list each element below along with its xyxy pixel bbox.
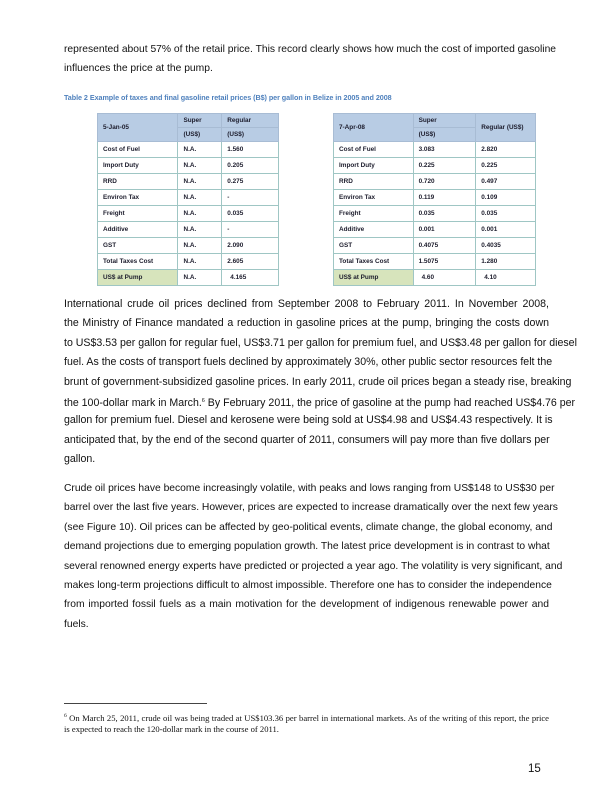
cell-regular: 1.560	[222, 142, 279, 158]
table-row	[98, 142, 279, 158]
text-segment: By February 2011, the price of gasoline at the pump had reached US$4.76 per	[204, 396, 576, 409]
cell-super: N.A.	[178, 206, 222, 222]
table-row	[334, 190, 536, 206]
cell-regular: 0.4035	[476, 238, 536, 254]
text-line: makes long-term projections difficult to almost impossible. Therefore one has to consider the independence	[64, 579, 552, 591]
cell-regular: 0.001	[476, 222, 536, 238]
cell-regular: 0.275	[222, 174, 279, 190]
header-super: Super	[413, 114, 476, 128]
cell-super: 3.083	[413, 142, 476, 158]
text-line: influences the price at the pump.	[64, 63, 213, 75]
cell-super: 0.225	[413, 158, 476, 174]
table-2008	[333, 113, 536, 286]
intro-paragraph	[64, 40, 557, 79]
header-super: Super	[178, 114, 222, 128]
row-label: RRD	[334, 174, 414, 190]
text-line: brunt of government-subsidized gasoline prices. In early 2011, crude oil prices began a steady rise, breaking	[64, 375, 572, 388]
table-row	[334, 238, 536, 254]
footnote-number: 6	[64, 713, 67, 719]
footnote-divider	[64, 703, 207, 704]
text-line: demand projections due to emerging population growth. The latest price development is in contrast to what	[64, 541, 550, 553]
paragraph-oil-decline	[64, 295, 577, 470]
footnote-text: On March 25, 2011, crude oil was being traded at US$103.36 per barrel in international markets. As of the writing of this report, the price is expected to reach the 120-dollar mark in the course of 2011.	[64, 713, 549, 734]
table-row	[98, 158, 279, 174]
cell-super: N.A.	[178, 142, 222, 158]
table-2005	[97, 113, 279, 286]
table-row	[334, 206, 536, 222]
cell-super: 0.119	[413, 190, 476, 206]
cell-super: N.A.	[178, 222, 222, 238]
table-row	[98, 174, 279, 190]
cell-super: 0.4075	[413, 238, 476, 254]
paragraph-volatility	[64, 479, 563, 634]
text-line-with-footnote	[64, 392, 576, 411]
cell-super: 0.035	[413, 206, 476, 222]
cell-super: 1.5075	[413, 254, 476, 270]
row-label: GST	[98, 238, 178, 254]
row-label: US$ at Pump	[334, 270, 414, 286]
table-row	[98, 206, 279, 222]
header-regular-unit: (US$)	[222, 128, 279, 142]
table-row	[334, 158, 536, 174]
row-label: US$ at Pump	[98, 270, 178, 286]
row-label: Additive	[98, 222, 178, 238]
text-line: Crude oil prices have become increasingly volatile, with peaks and lows ranging from US$148 to US$30 per	[64, 483, 555, 494]
text-line: several renowned energy experts have predicted or projected a year ago. The volatility is very significant, and	[64, 560, 563, 572]
cell-super: N.A.	[178, 174, 222, 190]
cell-super: 4.60	[413, 270, 476, 286]
row-label: Cost of Fuel	[334, 142, 414, 158]
text-line: gallon for premium fuel. Diesel and kerosene were being sold at US$4.98 and US$4.43 respectively. It is	[64, 414, 553, 427]
row-label: Freight	[98, 206, 178, 222]
text-line: the Ministry of Finance mandated a reduction in gasoline prices at the pump, bringing the costs down	[64, 317, 549, 330]
header-regular: Regular	[222, 114, 279, 128]
text-line: gallon.	[64, 453, 96, 466]
header-super-unit: (US$)	[413, 128, 476, 142]
text-line: fuels.	[64, 618, 89, 630]
row-label: Cost of Fuel	[98, 142, 178, 158]
table-row	[98, 238, 279, 254]
cell-regular: -	[222, 222, 279, 238]
header-date: 5-Jan-05	[98, 114, 178, 142]
table-row	[98, 190, 279, 206]
cell-regular: 2.605	[222, 254, 279, 270]
cell-super: 0.001	[413, 222, 476, 238]
cell-super: N.A.	[178, 254, 222, 270]
row-label: Additive	[334, 222, 414, 238]
text-line: fuel. As the costs of transport fuels declined by approximately 30%, other public sector resources felt the	[64, 356, 553, 369]
cell-super: N.A.	[178, 158, 222, 174]
text-line: to US$3.53 per gallon for regular fuel, US$3.71 per gallon for premium fuel, and US$3.48 per gallon for diesel	[64, 336, 577, 349]
row-label: Import Duty	[98, 158, 178, 174]
cell-regular: 0.497	[476, 174, 536, 190]
table-caption: Table 2 Example of taxes and final gasoline retail prices (B$) per gallon in Belize in 2005 and 2008	[64, 93, 392, 102]
cell-regular: 0.035	[222, 206, 279, 222]
cell-regular: -	[222, 190, 279, 206]
table-row-pump	[98, 270, 279, 286]
cell-regular: 0.205	[222, 158, 279, 174]
row-label: RRD	[98, 174, 178, 190]
cell-super: N.A.	[178, 238, 222, 254]
page-number: 15	[528, 763, 541, 775]
cell-regular: 0.109	[476, 190, 536, 206]
row-label: GST	[334, 238, 414, 254]
table-header-row	[98, 114, 279, 128]
table-row	[98, 254, 279, 270]
text-line: (see Figure 10). Oil prices can be affected by geo-political events, climate change, the global economy, and	[64, 521, 553, 533]
cell-regular: 0.225	[476, 158, 536, 174]
text-line: barrel over the last five years. However, prices are expected to increase dramatically over the next few years	[64, 502, 558, 514]
footnote	[64, 711, 549, 735]
table-row	[334, 222, 536, 238]
cell-super: N.A.	[178, 270, 222, 286]
header-super-unit: (US$)	[178, 128, 222, 142]
row-label: Total Taxes Cost	[334, 254, 414, 270]
text-line: anticipated that, by the end of the second quarter of 2011, consumers will pay more than five dollars per	[64, 433, 550, 446]
table-row	[334, 254, 536, 270]
table-header-row	[334, 114, 536, 128]
cell-regular: 2.090	[222, 238, 279, 254]
footnote-reference[interactable]: 6	[201, 397, 205, 404]
cell-super: 0.720	[413, 174, 476, 190]
text-line: International crude oil prices declined from September 2008 to February 2011. In November 2008,	[64, 298, 549, 310]
row-label: Environ Tax	[334, 190, 414, 206]
cell-regular: 1.280	[476, 254, 536, 270]
text-line: represented about 57% of the retail price. This record clearly shows how much the cost of imported gasoline	[64, 44, 557, 55]
cell-regular: 4.165	[222, 270, 279, 286]
row-label: Freight	[334, 206, 414, 222]
cell-regular: 2.820	[476, 142, 536, 158]
row-label: Total Taxes Cost	[98, 254, 178, 270]
table-row	[334, 174, 536, 190]
cell-super: N.A.	[178, 190, 222, 206]
cell-regular: 0.035	[476, 206, 536, 222]
cell-regular: 4.10	[476, 270, 536, 286]
header-date: 7-Apr-08	[334, 114, 414, 142]
text-line: from imported fossil fuels as a main motivation for the development of indigenous renewable power and	[64, 599, 549, 611]
table-row	[98, 222, 279, 238]
header-regular: Regular (US$)	[476, 114, 536, 142]
table-row-pump	[334, 270, 536, 286]
row-label: Environ Tax	[98, 190, 178, 206]
text-segment: the 100-dollar mark in March.	[64, 396, 202, 409]
table-row	[334, 142, 536, 158]
row-label: Import Duty	[334, 158, 414, 174]
